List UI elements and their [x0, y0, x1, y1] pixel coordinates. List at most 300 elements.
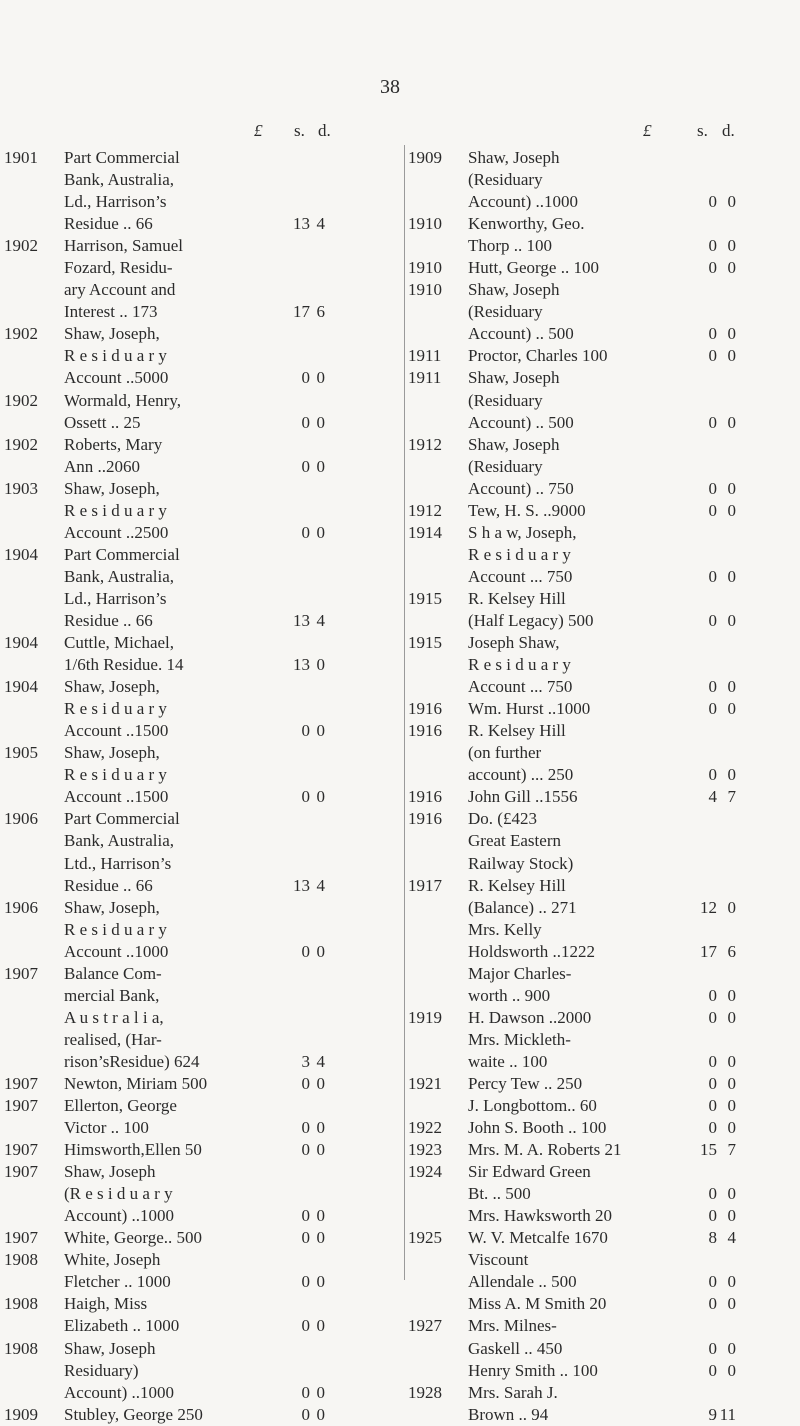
- entry-text: (R e s i d u a r y: [64, 1184, 173, 1204]
- ledger-entry: [408, 808, 800, 874]
- pound-header: £: [643, 121, 652, 140]
- entry-shillings: 3: [301, 1051, 310, 1071]
- entry-text: Account) .. 500: [468, 324, 574, 344]
- entry-line: [0, 323, 400, 345]
- entry-text: rison’sResidue) 624: [64, 1051, 200, 1071]
- entry-text: (Residuary: [468, 456, 543, 476]
- entry-line: [408, 963, 800, 985]
- entry-shillings: 0: [708, 1272, 717, 1292]
- entry-shillings: 0: [301, 1228, 310, 1248]
- ledger-entry: [0, 742, 400, 808]
- entry-text: Mrs. Hawksworth 20: [468, 1206, 613, 1226]
- entry-line: [0, 367, 400, 389]
- entry-text: Mrs. Mickleth-: [468, 1029, 571, 1049]
- entry-year: 1911: [408, 368, 442, 388]
- ledger-entry: [408, 213, 800, 257]
- entry-line: [0, 963, 400, 985]
- entry-line: [408, 588, 800, 610]
- entry-pence: 0: [316, 1228, 325, 1248]
- entry-text: Joseph Shaw,: [468, 633, 560, 653]
- entry-text: Railway Stock): [468, 853, 574, 873]
- ledger-entry: [0, 1227, 400, 1249]
- entry-text: mercial Bank,: [64, 985, 160, 1005]
- ledger-entry: [0, 1161, 400, 1227]
- entry-shillings: 0: [301, 1272, 310, 1292]
- entry-line: [0, 1293, 400, 1315]
- entry-shillings: 0: [708, 258, 717, 278]
- entry-year: 1916: [408, 809, 442, 829]
- entry-line: [0, 1338, 400, 1360]
- entry-year: 1923: [408, 1140, 442, 1160]
- ledger-entry: [408, 1139, 800, 1161]
- entry-shillings: 0: [708, 1184, 717, 1204]
- entry-line: [408, 1271, 800, 1293]
- entry-year: 1911: [408, 346, 442, 366]
- ledger-entry: [0, 147, 400, 235]
- page-number: 38: [380, 76, 400, 98]
- entry-line: [0, 1404, 400, 1426]
- entry-text: Shaw, Joseph: [468, 148, 560, 167]
- entry-text: J. Longbottom.. 60: [468, 1096, 597, 1116]
- entry-shillings: 17: [700, 941, 717, 961]
- entry-line: [408, 456, 800, 478]
- entry-shillings: 0: [708, 610, 717, 630]
- entry-year: 1905: [4, 743, 38, 763]
- entry-line: [408, 345, 800, 367]
- entry-year: 1907: [4, 963, 38, 983]
- entry-text: Viscount: [468, 1250, 529, 1270]
- entry-year: 1907: [4, 1096, 38, 1116]
- ledger-entry: [0, 897, 400, 963]
- entry-line: [0, 1382, 400, 1404]
- shillings-header: s.: [294, 121, 305, 140]
- entry-pence: 0: [727, 346, 736, 366]
- ledger-entry: [408, 1007, 800, 1029]
- entry-pence: 4: [316, 875, 325, 895]
- entry-line: [408, 1227, 800, 1249]
- entry-text: Mrs. Milnes-: [468, 1316, 557, 1336]
- entry-text: Shaw, Joseph,: [64, 743, 160, 763]
- entry-line: [408, 830, 800, 852]
- entry-line: [408, 786, 800, 808]
- entry-text: Percy Tew .. 250: [468, 1073, 583, 1093]
- entry-pence: 0: [727, 1073, 736, 1093]
- entry-pence: 0: [727, 1338, 736, 1358]
- entry-text: (Residuary: [468, 302, 543, 322]
- entry-pence: 0: [727, 1206, 736, 1226]
- entry-text: (Residuary: [468, 170, 543, 190]
- entry-shillings: 0: [708, 478, 717, 498]
- entry-line: [0, 345, 400, 367]
- entry-line: [0, 1139, 400, 1161]
- entry-pence: 0: [727, 478, 736, 498]
- entry-line: [0, 301, 400, 323]
- entry-text: John S. Booth .. 100: [468, 1118, 607, 1138]
- column-divider: [404, 145, 405, 1280]
- entry-line: [0, 456, 400, 478]
- entry-year: 1906: [4, 897, 38, 917]
- ledger-entry: [408, 632, 800, 698]
- entry-text: Account ..5000: [64, 368, 169, 388]
- entry-pence: 4: [316, 214, 325, 234]
- entry-text: (Balance) .. 271: [468, 897, 577, 917]
- entry-pence: 7: [727, 787, 736, 807]
- entry-year: 1912: [408, 434, 442, 454]
- entry-year: 1906: [4, 809, 38, 829]
- entry-text: Account ... 750: [468, 677, 573, 697]
- entry-shillings: 0: [708, 677, 717, 697]
- entry-text: (on further: [468, 743, 542, 763]
- entry-shillings: 13: [293, 610, 310, 630]
- entry-shillings: 0: [301, 1140, 310, 1160]
- entry-shillings: 0: [301, 1073, 310, 1093]
- entry-line: [408, 279, 800, 301]
- entry-shillings: 12: [700, 897, 717, 917]
- entry-pence: 4: [727, 1228, 736, 1248]
- entry-line: [0, 698, 400, 720]
- entry-text: Ld., Harrison’s: [64, 588, 167, 608]
- entry-text: Henry Smith .. 100: [468, 1360, 598, 1380]
- entry-pence: 0: [316, 721, 325, 741]
- entry-pence: 0: [727, 1184, 736, 1204]
- entry-shillings: 0: [708, 1360, 717, 1380]
- entry-year: 1927: [408, 1316, 442, 1336]
- entry-line: [0, 147, 400, 169]
- entry-line: [408, 742, 800, 764]
- left-currency-header: [0, 121, 400, 147]
- entry-text: Account ... 750: [468, 566, 573, 586]
- ledger-entry: [408, 875, 800, 919]
- ledger-entry: [408, 434, 800, 500]
- entry-pence: 4: [316, 610, 325, 630]
- entry-pence: 0: [727, 1272, 736, 1292]
- entry-shillings: 9: [708, 1404, 717, 1424]
- entry-line: [0, 853, 400, 875]
- ledger-entry: [408, 367, 800, 433]
- ledger-entry: [408, 786, 800, 808]
- entry-text: Sir Edward Green: [468, 1162, 591, 1182]
- entry-text: Account) .. 750: [468, 478, 574, 498]
- entry-pence: 0: [316, 412, 325, 432]
- entry-line: [0, 742, 400, 764]
- entry-year: 1907: [4, 1140, 38, 1160]
- entry-text: Shaw, Joseph,: [64, 677, 160, 697]
- entry-year: 1908: [4, 1294, 38, 1314]
- entry-year: 1922: [408, 1118, 442, 1138]
- entry-line: [408, 191, 800, 213]
- entry-pence: 0: [727, 765, 736, 785]
- entry-pence: 0: [727, 1294, 736, 1314]
- entry-text: R e s i d u a r y: [468, 655, 571, 675]
- entry-year: 1914: [408, 522, 442, 542]
- entry-year: 1909: [408, 148, 442, 167]
- entry-shillings: 0: [708, 699, 717, 719]
- entry-shillings: 8: [708, 1228, 717, 1248]
- entry-pence: 0: [316, 787, 325, 807]
- entry-text: worth .. 900: [468, 985, 551, 1005]
- entry-year: 1910: [408, 214, 442, 234]
- entry-shillings: 17: [293, 302, 310, 322]
- entry-shillings: 0: [301, 1206, 310, 1226]
- ledger-entry: [408, 522, 800, 588]
- entry-text: Account ..1000: [64, 941, 169, 961]
- entry-year: 1909: [4, 1404, 38, 1424]
- entry-shillings: 0: [301, 412, 310, 432]
- entry-pence: 0: [727, 566, 736, 586]
- pound-header: £: [254, 121, 263, 140]
- entry-text: W. V. Metcalfe 1670: [468, 1228, 608, 1248]
- entry-year: 1917: [408, 875, 442, 895]
- entry-line: [408, 367, 800, 389]
- entry-text: S h a w, Joseph,: [468, 522, 577, 542]
- entry-text: (Half Legacy) 500: [468, 610, 594, 630]
- ledger-entry: [408, 1360, 800, 1382]
- entry-shillings: 4: [708, 787, 717, 807]
- entry-text: Balance Com-: [64, 963, 162, 983]
- ledger-entry: [408, 1315, 800, 1359]
- entry-line: [0, 1315, 400, 1337]
- entry-text: Fozard, Residu-: [64, 258, 173, 278]
- entry-year: 1912: [408, 500, 442, 520]
- ledger-entry: [0, 1249, 400, 1293]
- ledger-entry: [0, 390, 400, 434]
- entry-shillings: 0: [708, 566, 717, 586]
- entry-text: Shaw, Joseph,: [64, 324, 160, 344]
- entry-text: Himsworth,Ellen 50: [64, 1140, 202, 1160]
- entry-text: Holdsworth ..1222: [468, 941, 596, 961]
- entry-text: R e s i d u a r y: [64, 919, 167, 939]
- ledger-entry: [408, 698, 800, 720]
- entry-line: [0, 588, 400, 610]
- entry-line: [408, 1029, 800, 1051]
- ledger-entry: [408, 500, 800, 522]
- entry-year: 1916: [408, 699, 442, 719]
- entry-line: [408, 698, 800, 720]
- entry-line: [0, 830, 400, 852]
- entry-text: Part Commercial: [64, 148, 180, 167]
- entry-year: 1919: [408, 1007, 442, 1027]
- entry-line: [408, 235, 800, 257]
- entry-shillings: 0: [301, 787, 310, 807]
- entry-text: R e s i d u a r y: [468, 544, 571, 564]
- entry-line: [0, 1029, 400, 1051]
- ledger-entry: [0, 1073, 400, 1095]
- pence-header: d.: [722, 121, 735, 140]
- entry-text: Harrison, Samuel: [64, 236, 183, 256]
- entry-shillings: 0: [301, 1316, 310, 1336]
- entry-text: R. Kelsey Hill: [468, 588, 566, 608]
- entry-text: Mrs. Sarah J.: [468, 1382, 558, 1402]
- entry-pence: 0: [727, 258, 736, 278]
- entry-text: waite .. 100: [468, 1051, 548, 1071]
- right-column: [408, 121, 800, 1426]
- entry-line: [408, 1007, 800, 1029]
- entry-pence: 0: [316, 655, 325, 675]
- entry-year: 1921: [408, 1073, 442, 1093]
- entry-line: [408, 1095, 800, 1117]
- entry-pence: 0: [316, 1140, 325, 1160]
- entry-line: [408, 544, 800, 566]
- entry-text: Miss A. M Smith 20: [468, 1294, 607, 1314]
- entry-year: 1915: [408, 633, 442, 653]
- entry-shillings: 0: [708, 236, 717, 256]
- entry-text: Account ..1500: [64, 721, 169, 741]
- entry-shillings: 0: [708, 192, 717, 212]
- entry-line: [408, 169, 800, 191]
- entry-line: [0, 897, 400, 919]
- ledger-entry: [0, 434, 400, 478]
- entry-shillings: 0: [708, 985, 717, 1005]
- entry-text: Part Commercial: [64, 544, 180, 564]
- entry-year: 1904: [4, 544, 38, 564]
- entry-text: Account) .. 500: [468, 412, 574, 432]
- entry-line: [408, 1293, 800, 1315]
- entry-pence: 0: [316, 1206, 325, 1226]
- entry-line: [0, 1205, 400, 1227]
- entry-line: [0, 434, 400, 456]
- entry-text: Newton, Miriam 500: [64, 1073, 208, 1093]
- entry-pence: 0: [727, 1096, 736, 1116]
- entry-pence: 0: [727, 1007, 736, 1027]
- entry-line: [0, 764, 400, 786]
- entry-year: 1915: [408, 588, 442, 608]
- entry-line: [408, 1249, 800, 1271]
- entry-text: Shaw, Joseph: [64, 1338, 156, 1358]
- ledger-entry: [0, 1338, 400, 1404]
- entry-shillings: 0: [301, 368, 310, 388]
- entry-text: A u s t r a l i a,: [64, 1007, 164, 1027]
- entry-line: [408, 522, 800, 544]
- entry-text: Stubley, George 250: [64, 1404, 203, 1424]
- ledger-entry: [0, 544, 400, 632]
- entry-year: 1904: [4, 633, 38, 653]
- entry-pence: 0: [727, 610, 736, 630]
- entry-year: 1902: [4, 236, 38, 256]
- entry-text: Proctor, Charles 100: [468, 346, 608, 366]
- entry-text: Hutt, George .. 100: [468, 258, 599, 278]
- entry-text: R. Kelsey Hill: [468, 721, 566, 741]
- entry-pence: 11: [719, 1404, 736, 1424]
- ledger-entry: [0, 235, 400, 323]
- entry-line: [0, 676, 400, 698]
- entry-pence: 0: [727, 236, 736, 256]
- entry-line: [408, 808, 800, 830]
- entry-line: [0, 610, 400, 632]
- entry-shillings: 13: [293, 214, 310, 234]
- entry-shillings: 13: [293, 875, 310, 895]
- entry-text: Bank, Australia,: [64, 170, 175, 190]
- entry-line: [0, 478, 400, 500]
- entry-text: Cuttle, Michael,: [64, 633, 175, 653]
- entry-text: Brown .. 94: [468, 1404, 549, 1424]
- entry-line: [408, 720, 800, 742]
- ledger-entry: [408, 345, 800, 367]
- entry-year: 1902: [4, 390, 38, 410]
- entry-text: Bank, Australia,: [64, 831, 175, 851]
- entry-text: Residue .. 66: [64, 214, 153, 234]
- entry-shillings: 0: [708, 1007, 717, 1027]
- entry-pence: 0: [316, 1118, 325, 1138]
- entry-line: [0, 985, 400, 1007]
- entry-pence: 0: [727, 1118, 736, 1138]
- ledger-entry: [408, 1227, 800, 1271]
- entry-text: Major Charles-: [468, 963, 572, 983]
- entry-year: 1928: [408, 1382, 442, 1402]
- entry-line: [0, 235, 400, 257]
- entry-pence: 0: [727, 677, 736, 697]
- entry-text: H. Dawson ..2000: [468, 1007, 592, 1027]
- entry-line: [0, 786, 400, 808]
- ledger-entry: [408, 1029, 800, 1073]
- entry-line: [408, 1051, 800, 1073]
- entry-year: 1908: [4, 1338, 38, 1358]
- entry-text: Residuary): [64, 1360, 139, 1380]
- entry-line: [0, 412, 400, 434]
- entry-text: Account ..1500: [64, 787, 169, 807]
- entry-year: 1907: [4, 1228, 38, 1248]
- entry-text: Gaskell .. 450: [468, 1338, 563, 1358]
- entry-line: [408, 610, 800, 632]
- entry-pence: 0: [727, 699, 736, 719]
- pence-header: d.: [318, 121, 331, 140]
- entry-line: [408, 1161, 800, 1183]
- entry-pence: 4: [316, 1051, 325, 1071]
- entry-line: [0, 1073, 400, 1095]
- entry-shillings: 0: [301, 1382, 310, 1402]
- entry-text: Elizabeth .. 1000: [64, 1316, 180, 1336]
- entry-line: [0, 941, 400, 963]
- entry-line: [0, 522, 400, 544]
- entry-pence: 0: [727, 500, 736, 520]
- entry-text: Roberts, Mary: [64, 434, 163, 454]
- entry-shillings: 0: [301, 721, 310, 741]
- entry-line: [0, 1249, 400, 1271]
- entry-line: [408, 941, 800, 963]
- entry-line: [408, 1404, 800, 1426]
- entry-line: [0, 1360, 400, 1382]
- entry-line: [408, 434, 800, 456]
- entry-pence: 0: [316, 941, 325, 961]
- entry-line: [0, 654, 400, 676]
- entry-shillings: 0: [301, 1404, 310, 1424]
- entry-text: Haigh, Miss: [64, 1294, 148, 1314]
- entry-shillings: 0: [708, 1338, 717, 1358]
- ledger-entry: [0, 1293, 400, 1337]
- entry-line: [408, 257, 800, 279]
- entry-shillings: 0: [301, 941, 310, 961]
- ledger-entry: [408, 1205, 800, 1227]
- ledger-entry: [0, 1404, 400, 1426]
- entry-shillings: 0: [301, 456, 310, 476]
- entry-year: 1902: [4, 324, 38, 344]
- entry-pence: 0: [727, 985, 736, 1005]
- entry-text: R e s i d u a r y: [64, 699, 167, 719]
- entry-year: 1925: [408, 1228, 442, 1248]
- entry-text: Bt. .. 500: [468, 1184, 531, 1204]
- entry-shillings: 0: [708, 1096, 717, 1116]
- ledger-entry: [408, 279, 800, 345]
- entry-text: Shaw, Joseph: [468, 434, 560, 454]
- entry-pence: 0: [316, 1404, 325, 1424]
- entry-line: [0, 1227, 400, 1249]
- entry-line: [0, 1007, 400, 1029]
- entry-pence: 0: [316, 1316, 325, 1336]
- entry-pence: 0: [727, 1360, 736, 1380]
- entry-pence: 0: [727, 192, 736, 212]
- ledger-entry: [0, 676, 400, 742]
- entry-year: 1903: [4, 478, 38, 498]
- entry-text: Wm. Hurst ..1000: [468, 699, 591, 719]
